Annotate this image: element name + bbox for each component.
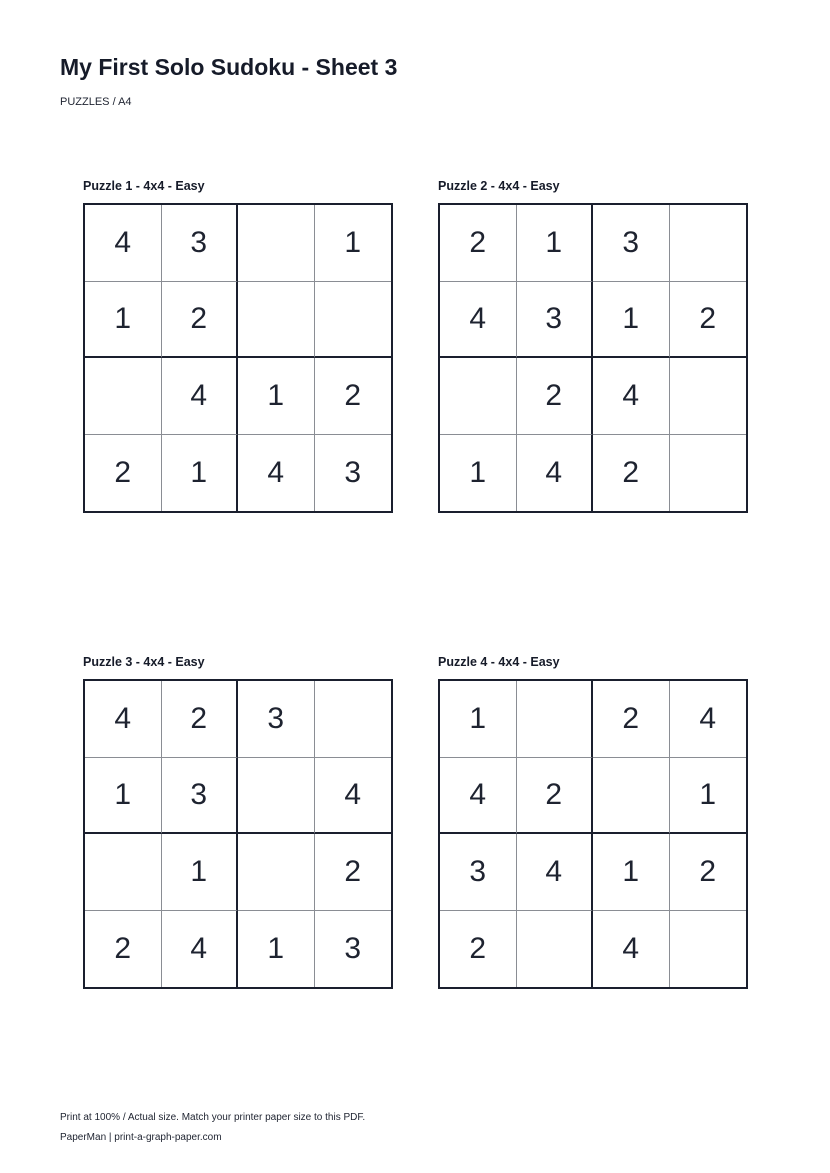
sudoku-cell: 4 <box>670 681 747 758</box>
sudoku-cell <box>517 681 594 758</box>
sudoku-cell: 4 <box>162 911 239 988</box>
sudoku-cell: 1 <box>517 205 594 282</box>
sudoku-cell: 2 <box>440 205 517 282</box>
sudoku-cell: 2 <box>315 358 392 435</box>
sudoku-cell <box>238 205 315 282</box>
puzzle-title: Puzzle 3 - 4x4 - Easy <box>83 655 205 669</box>
sudoku-cell: 2 <box>162 282 239 359</box>
sudoku-cell: 3 <box>162 205 239 282</box>
footer-brand: PaperMan | print-a-graph-paper.com <box>60 1132 222 1143</box>
sudoku-cell <box>238 758 315 835</box>
puzzle-title: Puzzle 1 - 4x4 - Easy <box>83 179 205 193</box>
sudoku-cell: 4 <box>440 758 517 835</box>
sudoku-cell: 4 <box>517 435 594 512</box>
sudoku-cell <box>517 911 594 988</box>
sudoku-grid <box>83 679 393 989</box>
puzzle-3 <box>83 654 393 965</box>
sudoku-cell: 1 <box>440 435 517 512</box>
puzzle-2 <box>438 178 748 489</box>
sudoku-cell <box>440 358 517 435</box>
sudoku-cell: 3 <box>344 931 362 965</box>
page-subtitle: PUZZLES / A4 <box>60 96 132 108</box>
sudoku-cell: 4 <box>85 681 162 758</box>
page-title: My First Solo Sudoku - Sheet 3 <box>60 54 398 80</box>
sudoku-cell <box>85 358 162 435</box>
sudoku-cell: 1 <box>162 834 239 911</box>
sudoku-cell <box>315 282 392 359</box>
sudoku-cell: 4 <box>238 435 315 512</box>
sudoku-cell: 1 <box>162 435 239 512</box>
sudoku-cell: 2 <box>517 758 594 835</box>
puzzle-title: Puzzle 2 - 4x4 - Easy <box>438 179 560 193</box>
sudoku-cell: 1 <box>593 834 670 911</box>
sudoku-cell: 2 <box>315 834 392 911</box>
sudoku-cell: 3 <box>440 834 517 911</box>
sudoku-cell: 4 <box>162 358 239 435</box>
sudoku-cell: 1 <box>315 205 392 282</box>
sudoku-cell: 2 <box>593 681 670 758</box>
sudoku-cell: 4 <box>315 758 392 835</box>
sudoku-cell: 3 <box>238 681 315 758</box>
sudoku-grid <box>83 203 393 513</box>
sudoku-cell: 1 <box>593 282 670 359</box>
sudoku-cell: 3 <box>593 205 670 282</box>
sudoku-cell: 4 <box>593 358 670 435</box>
sudoku-cell: 2 <box>85 435 162 512</box>
sudoku-cell: 1 <box>238 911 315 988</box>
sudoku-cell: 1 <box>238 358 315 435</box>
sudoku-cell: 2 <box>85 911 162 988</box>
sudoku-cell <box>85 834 162 911</box>
sudoku-cell: 2 <box>670 834 747 911</box>
puzzle-4 <box>438 654 748 965</box>
sudoku-grid <box>438 203 748 513</box>
sudoku-cell <box>315 681 392 758</box>
puzzle-title: Puzzle 4 - 4x4 - Easy <box>438 655 560 669</box>
sudoku-cell <box>670 911 747 988</box>
sudoku-grid <box>438 679 748 989</box>
sudoku-cell: 2 <box>162 681 239 758</box>
sudoku-cell <box>670 205 747 282</box>
sudoku-cell: 2 <box>593 435 670 512</box>
sudoku-cell: 3 <box>344 455 362 489</box>
sudoku-cell: 1 <box>670 758 747 835</box>
sudoku-cell: 1 <box>85 282 162 359</box>
sudoku-cell: 2 <box>517 358 594 435</box>
puzzle-1 <box>83 178 393 489</box>
sudoku-cell: 3 <box>162 758 239 835</box>
sudoku-cell <box>670 358 747 435</box>
sudoku-cell: 2 <box>670 282 747 359</box>
sudoku-cell: 4 <box>85 205 162 282</box>
sudoku-cell <box>670 435 747 512</box>
sudoku-cell: 1 <box>85 758 162 835</box>
sudoku-cell <box>238 834 315 911</box>
sudoku-cell <box>593 758 670 835</box>
sudoku-cell: 3 <box>517 282 594 359</box>
sudoku-cell: 4 <box>517 834 594 911</box>
sudoku-cell: 4 <box>440 282 517 359</box>
sudoku-cell: 2 <box>440 911 517 988</box>
sudoku-cell: 1 <box>440 681 517 758</box>
sudoku-cell <box>238 282 315 359</box>
footer-print-note: Print at 100% / Actual size. Match your printer paper size to this PDF. <box>60 1112 366 1123</box>
sudoku-cell: 4 <box>593 911 670 988</box>
